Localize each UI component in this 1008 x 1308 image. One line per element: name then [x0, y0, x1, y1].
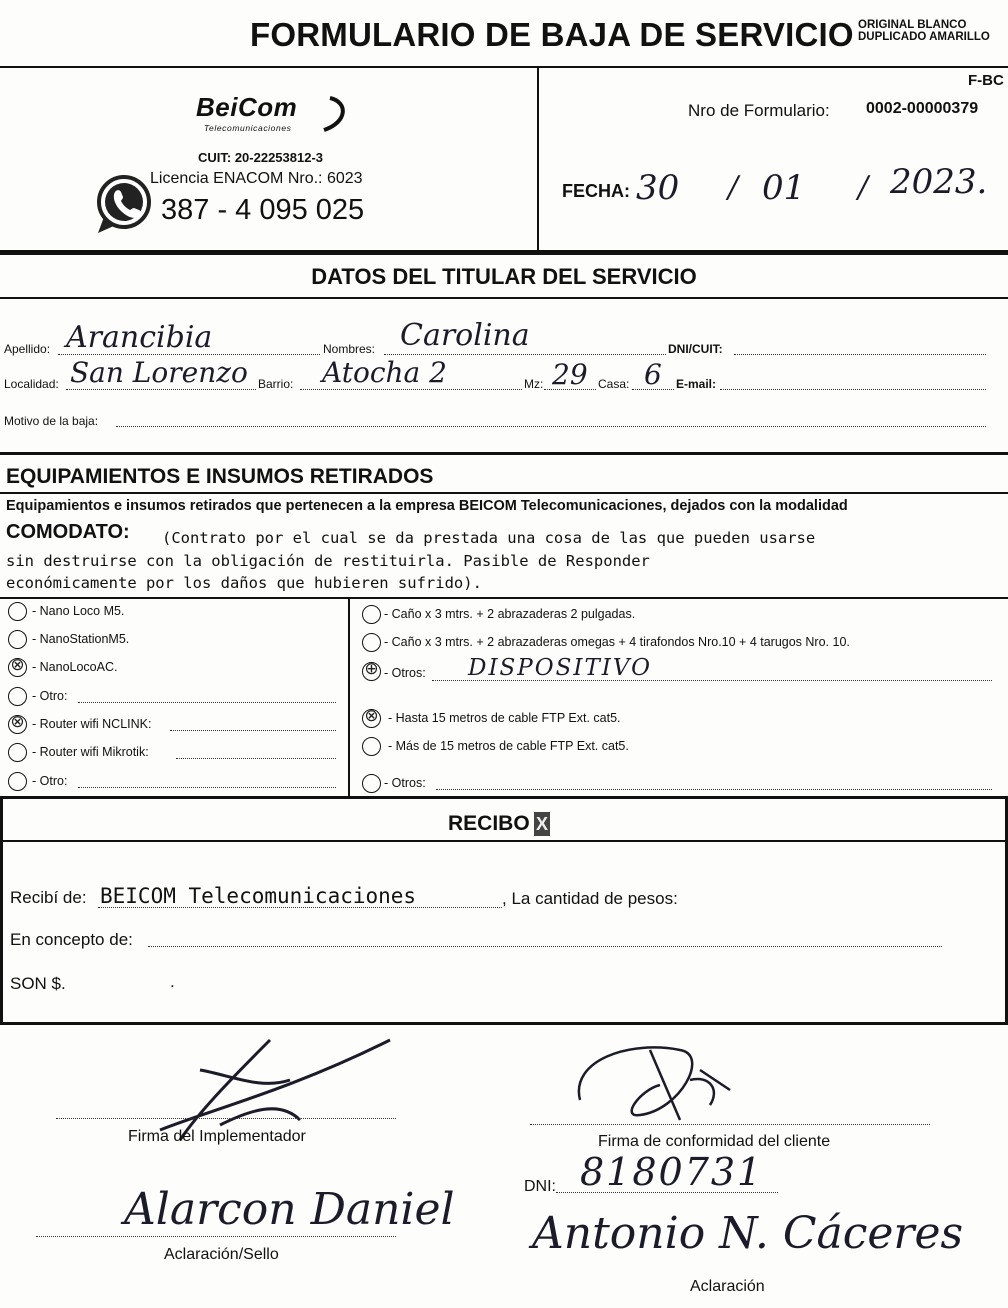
- holder-title-rule: [0, 297, 1008, 299]
- barrio-line: [300, 389, 522, 390]
- checkbox-router-mikrotik[interactable]: [8, 743, 27, 762]
- nombres-value: Carolina: [400, 318, 530, 353]
- email-line: [720, 389, 986, 390]
- list-item[interactable]: ⊗ - Router wifi NCLINK:: [6, 714, 342, 738]
- list-item[interactable]: ⊗ - Hasta 15 metros de cable FTP Ext. cat5.: [360, 708, 1000, 732]
- receipt-bottom-border: [0, 1022, 1008, 1025]
- client-dni-label: DNI:: [524, 1178, 556, 1195]
- client-signature-label: Firma de conformidad del cliente: [598, 1133, 831, 1150]
- form-number-label: Nro de Formulario:: [688, 101, 830, 120]
- comodato-text-1: (Contrato por el cual se da prestada una cosa de las que pueden usarse: [162, 529, 816, 547]
- motivo-line: [116, 426, 986, 427]
- motivo-label: Motivo de la baja:: [4, 414, 99, 428]
- email-label: E-mail:: [676, 377, 717, 391]
- copy-legend: [858, 19, 990, 43]
- form-number: 0002-00000379: [866, 100, 979, 117]
- client-signature-line: [530, 1124, 930, 1125]
- casa-label: Casa:: [598, 377, 630, 391]
- localidad-line: [66, 389, 256, 390]
- son-value: .: [170, 972, 175, 991]
- copy-white-label: ORIGINAL BLANCO: [858, 19, 967, 31]
- received-from-label: Recibí de:: [10, 888, 87, 907]
- nombres-label: Nombres:: [323, 342, 376, 356]
- list-item[interactable]: - Caño x 3 mtrs. + 2 abrazaderas 2 pulgadas.: [360, 604, 1000, 628]
- localidad-value: San Lorenzo: [70, 356, 248, 389]
- client-signature: [570, 1030, 770, 1130]
- checkbox-otros-1[interactable]: ⊕: [362, 662, 381, 681]
- aclaracion-sello-line: [36, 1236, 396, 1237]
- receipt-title-rule: [0, 840, 1008, 842]
- list-item[interactable]: - Caño x 3 mtrs. + 2 abrazaderas omegas + 4 tirafondos Nro.10 + 4 tarugos Nro. 10.: [360, 632, 1000, 656]
- checkbox-nanoloco-ac[interactable]: ⊗: [8, 658, 27, 677]
- checkbox-cable-hasta-15m[interactable]: ⊗: [362, 709, 381, 728]
- whatsapp-icon: [94, 173, 152, 235]
- apellido-value: Arancibia: [66, 320, 213, 355]
- client-dni-value: 8180731: [580, 1150, 764, 1194]
- equipment-grid-divider: [348, 597, 350, 797]
- comodato-text-2: sin destruirse con la obligación de restituirla. Pasible de Responder: [6, 552, 650, 570]
- aclaracion-label: Aclaración: [690, 1278, 765, 1295]
- logo-name: BeiCom: [196, 92, 298, 122]
- apellido-label: Apellido:: [4, 342, 51, 356]
- localidad-label: Localidad:: [4, 377, 59, 391]
- equipment-top-rule: [0, 452, 1008, 455]
- receipt-title: RECIBO: [448, 812, 530, 835]
- client-name: Antonio N. Cáceres: [532, 1208, 964, 1259]
- implementer-signature-line: [56, 1118, 396, 1119]
- barrio-value: Atocha 2: [322, 356, 447, 389]
- header-top-rule: [0, 66, 1008, 68]
- aclaracion-sello-label: Aclaración/Sello: [164, 1246, 279, 1263]
- mz-value: 29: [552, 358, 588, 391]
- list-item[interactable]: - Otros:: [360, 773, 1000, 797]
- implementer-label: Firma del Implementador: [128, 1128, 306, 1145]
- otros-value: DISPOSITIVO: [468, 655, 652, 681]
- received-from-value: BEICOM Telecomunicaciones: [100, 884, 417, 908]
- date-label: FECHA:: [562, 181, 630, 201]
- copy-yellow-label: DUPLICADO AMARILLO: [858, 31, 990, 43]
- receipt-title-mark: X: [535, 814, 548, 834]
- received-from-line: [98, 907, 502, 908]
- equipment-grid-top: [0, 597, 1008, 599]
- checkbox-nanostation-m5[interactable]: [8, 630, 27, 649]
- checkbox-otro-1[interactable]: [8, 687, 27, 706]
- header-divider: [537, 66, 539, 252]
- date-month: 01: [762, 168, 806, 208]
- son-label: SON $.: [10, 974, 66, 993]
- list-item[interactable]: ⊕ - Otros: DISPOSITIVO: [360, 661, 1000, 685]
- form-code: F-BC: [968, 72, 1004, 89]
- checkbox-router-nclink[interactable]: ⊗: [8, 715, 27, 734]
- list-item[interactable]: - Router wifi Mikrotik:: [6, 742, 342, 766]
- company-phone: 387 - 4 095 025: [161, 194, 365, 226]
- date-year: 2023.: [890, 162, 988, 202]
- checkbox-nano-loco-m5[interactable]: [8, 602, 27, 621]
- header-bottom-rule: [0, 250, 1008, 255]
- checkbox-otros-2[interactable]: [362, 774, 381, 793]
- mz-label: Mz:: [524, 377, 544, 391]
- comodato-label: COMODATO:: [6, 521, 130, 543]
- casa-value: 6: [644, 358, 662, 391]
- list-item[interactable]: - Otro:: [6, 771, 342, 795]
- amount-label: , La cantidad de pesos:: [502, 889, 678, 908]
- list-item[interactable]: - NanoStationM5.: [6, 629, 342, 653]
- barrio-label: Barrio:: [258, 377, 294, 391]
- receipt-left-border: [0, 797, 3, 1025]
- company-cuit: CUIT: 20-22253812-3: [198, 150, 324, 165]
- checkbox-cano-2-pulgadas[interactable]: [362, 605, 381, 624]
- date-sep-1: /: [728, 170, 739, 205]
- nombres-line: [384, 354, 666, 355]
- right-equipment-list: [360, 604, 1000, 796]
- logo-tagline: Telecomunicaciones: [204, 123, 292, 133]
- equipment-title-rule: [0, 492, 1008, 494]
- logo-swoosh: [196, 92, 356, 138]
- left-equipment-list: [6, 601, 342, 796]
- checkbox-cable-mas-15m[interactable]: [362, 737, 381, 756]
- comodato-text-3: económicamente por los daños que hubieren sufrido).: [6, 574, 482, 592]
- list-item[interactable]: - Nano Loco M5.: [6, 601, 342, 625]
- checkbox-cano-omegas[interactable]: [362, 633, 381, 652]
- list-item[interactable]: - Más de 15 metros de cable FTP Ext. cat5.: [360, 736, 1000, 760]
- list-item[interactable]: ⊗ - NanoLocoAC.: [6, 657, 342, 681]
- dni-cuit-line: [734, 354, 986, 355]
- equipment-section-title: EQUIPAMIENTOS E INSUMOS RETIRADOS: [6, 465, 434, 488]
- date-day: 30: [636, 168, 680, 208]
- company-license: Licencia ENACOM Nro.: 6023: [150, 170, 363, 187]
- date-sep-2: /: [858, 170, 869, 205]
- equipment-intro: Equipamientos e insumos retirados que pertenecen a la empresa BEICOM Telecomunicaciones, dejados con la modalidad: [6, 498, 848, 514]
- dni-cuit-label: DNI/CUIT:: [668, 342, 723, 356]
- holder-section-title: DATOS DEL TITULAR DEL SERVICIO: [311, 264, 697, 289]
- list-item[interactable]: - Otro:: [6, 686, 342, 710]
- concept-label: En concepto de:: [10, 930, 133, 949]
- form-title: FORMULARIO DE BAJA DE SERVICIO: [250, 16, 854, 53]
- checkbox-otro-2[interactable]: [8, 772, 27, 791]
- beicom-logo: [196, 92, 356, 138]
- implementer-name: Alarcon Daniel: [124, 1184, 455, 1235]
- concept-line: [148, 946, 942, 947]
